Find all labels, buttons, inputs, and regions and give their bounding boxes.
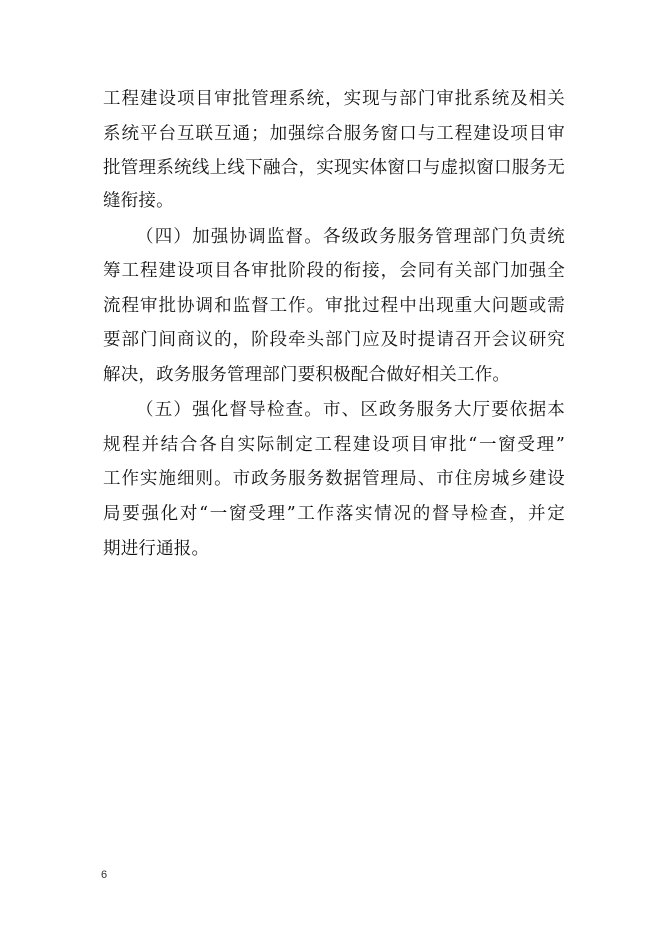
- paragraph-3-line-5: 期进行通报。: [103, 539, 210, 559]
- paragraph-1-line-3: 批管理系统线上线下融合，实现实体窗口与虚拟窗口服务无: [103, 158, 565, 178]
- paragraph-3-line-4: 局要强化对“一窗受理”工作落实情况的督导检查，并定: [103, 504, 565, 524]
- paragraph-3-line-3: 工作实施细则。市政务服务数据管理局、市住房城乡建设: [103, 469, 565, 489]
- paragraph-1-line-2: 系统平台互联互通；加强综合服务窗口与工程建设项目审: [103, 124, 565, 144]
- paragraph-2-line-5: 解决，政务服务管理部门要积极配合做好相关工作。: [103, 365, 511, 385]
- paragraph-3-line-1: （五）强化督导检查。市、区政务服务大厅要依据本: [136, 400, 565, 420]
- paragraph-1-line-4: 缝衔接。: [103, 191, 174, 211]
- paragraph-2-line-3: 流程审批协调和监督工作。审批过程中出现重大问题或需: [103, 296, 565, 316]
- paragraph-2-line-1: （四）加强协调监督。各级政务服务管理部门负责统: [136, 227, 565, 247]
- page-number: 6: [101, 869, 108, 881]
- paragraph-2-line-4: 要部门间商议的，阶段牵头部门应及时提请召开会议研究: [103, 330, 565, 350]
- paragraph-1-line-1: 工程建设项目审批管理系统，实现与部门审批系统及相关: [103, 89, 565, 109]
- paragraph-2-line-2: 筹工程建设项目各审批阶段的衔接，会同有关部门加强全: [103, 261, 565, 281]
- paragraph-3-line-2: 规程并结合各自实际制定工程建设项目审批“一窗受理”: [103, 435, 565, 455]
